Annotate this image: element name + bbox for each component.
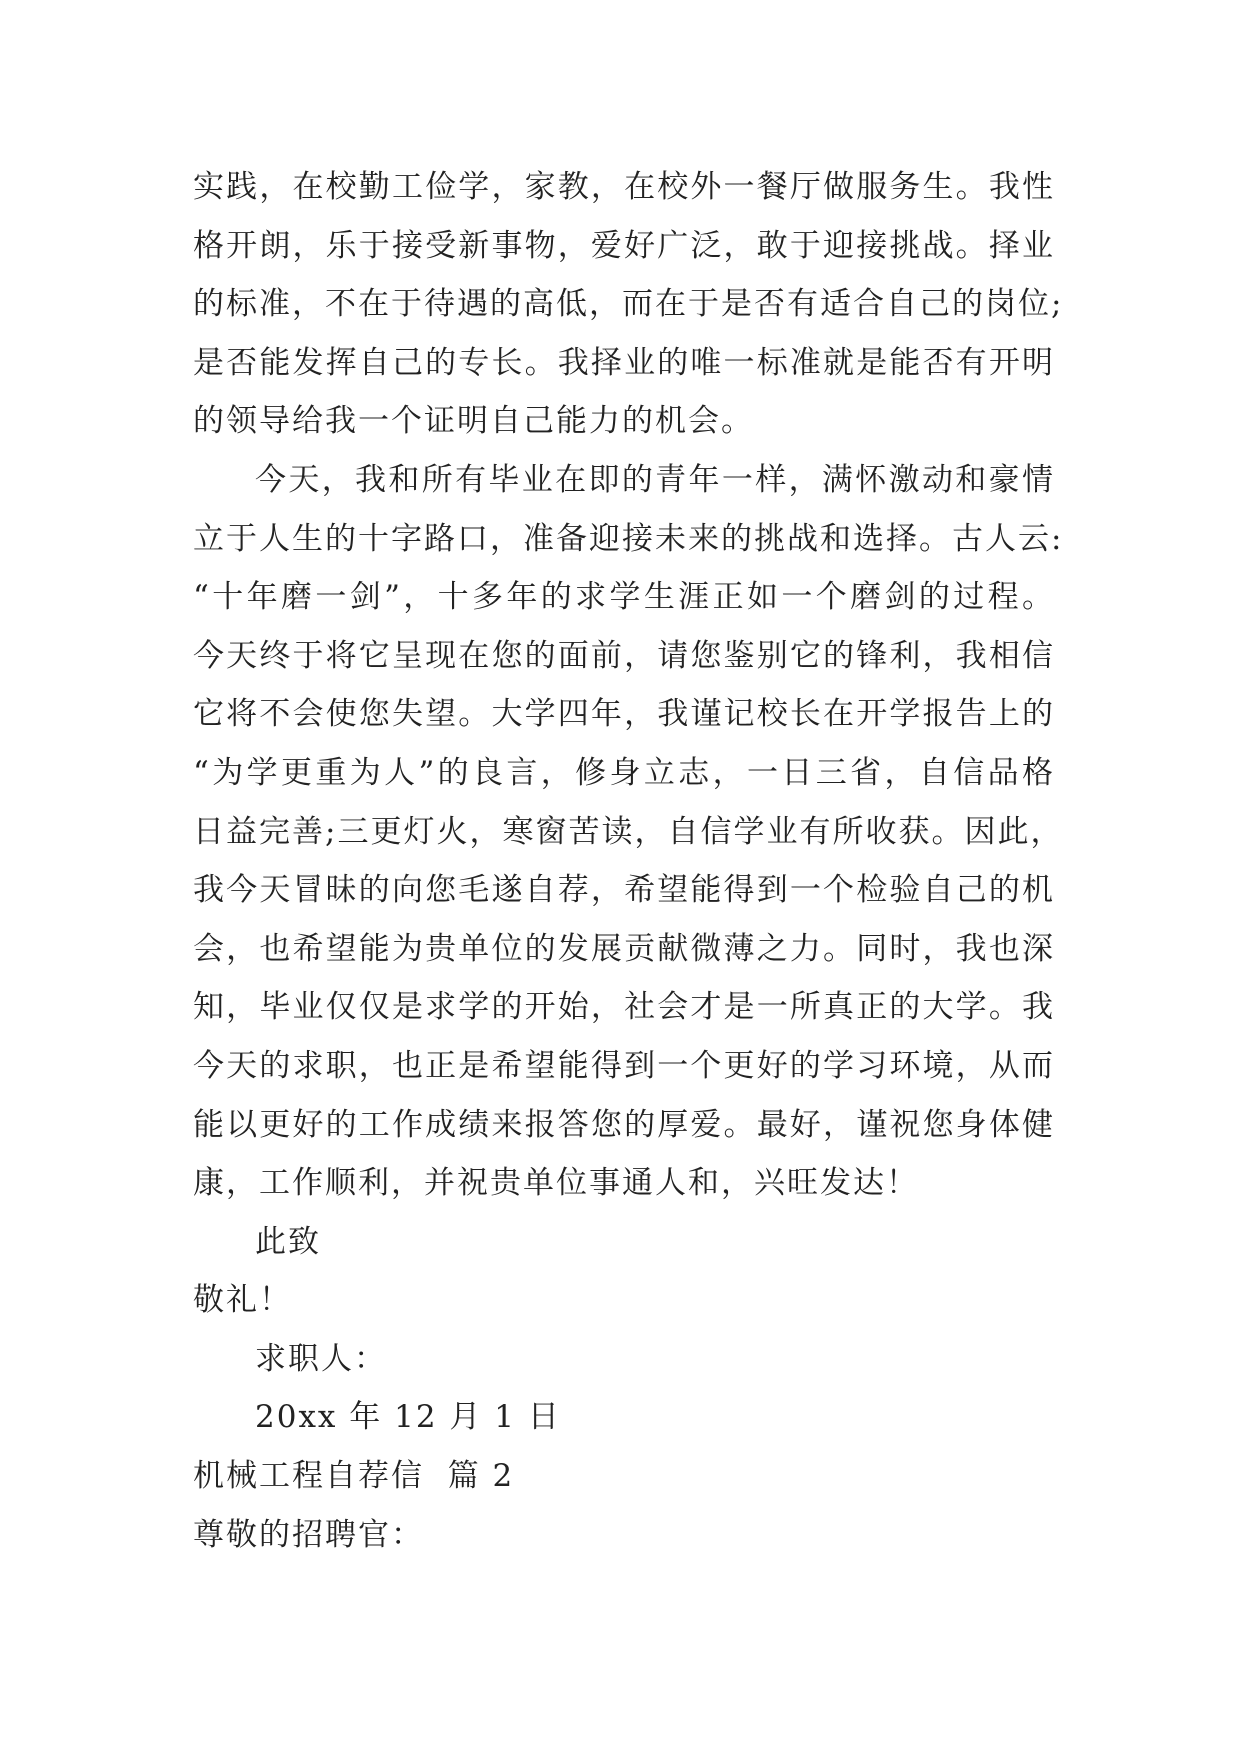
text-line: 知，毕业仅仅是求学的开始，社会才是一所真正的大学。我 [193,989,1055,1026]
text-line: 的领导给我一个证明自己能力的机会。 [193,403,754,440]
letter-body [193,158,1064,1564]
text-line: 会，也希望能为贵单位的发展贡献微薄之力。同时，我也深 [193,930,1055,967]
salutation: 敬礼！ [193,1282,292,1319]
text-line: 我今天冒昧的向您毛遂自荐，希望能得到一个检验自己的机 [193,872,1055,909]
text-line: 今天终于将它呈现在您的面前，请您鉴别它的锋利，我相信 [193,637,1055,674]
greeting: 尊敬的招聘官： [193,1516,424,1553]
text-line: 格开朗，乐于接受新事物，爱好广泛，敢于迎接挑战。择业 [193,227,1055,264]
paragraph-1 [193,158,1064,451]
text-line: 实践，在校勤工俭学，家教，在校外一餐厅做服务生。我性 [193,169,1055,205]
text-line: 是否能发挥自己的专长。我择业的唯一标准就是能否有开明 [193,344,1055,381]
section-title: 机械工程自荐信 篇 2 [193,1458,515,1495]
text-line: 今天，我和所有毕业在即的青年一样，满怀激动和豪情 [255,461,1055,498]
text-line: “十年磨一剑”，十多年的求学生涯正如一个磨剑的过程。 [193,579,1055,616]
text-line: 它将不会使您失望。大学四年，我谨记校长在开学报告上的 [193,696,1055,733]
text-line: 康，工作顺利，并祝贵单位事通人和，兴旺发达！ [193,1165,919,1202]
text-line: “为学更重为人”的良言，修身立志，一日三省，自信品格 [193,754,1055,791]
text-line: 的标准，不在于待遇的高低，而在于是否有适合自己的岗位; [193,286,1064,323]
paragraph-2 [193,451,1064,1213]
text-line: 立于人生的十字路口，准备迎接未来的挑战和选择。古人云: [193,520,1064,557]
applicant-label: 求职人： [255,1340,387,1377]
closing-phrase: 此致 [255,1223,321,1260]
text-line: 能以更好的工作成绩来报答您的厚爱。最好，谨祝您身体健 [193,1106,1055,1143]
letter-date: 20xx 年 12 月 1 日 [255,1399,561,1436]
text-line: 日益完善;三更灯火，寒窗苦读，自信学业有所收获。因此， [193,813,1064,850]
text-line: 今天的求职，也正是希望能得到一个更好的学习环境，从而 [193,1047,1055,1084]
